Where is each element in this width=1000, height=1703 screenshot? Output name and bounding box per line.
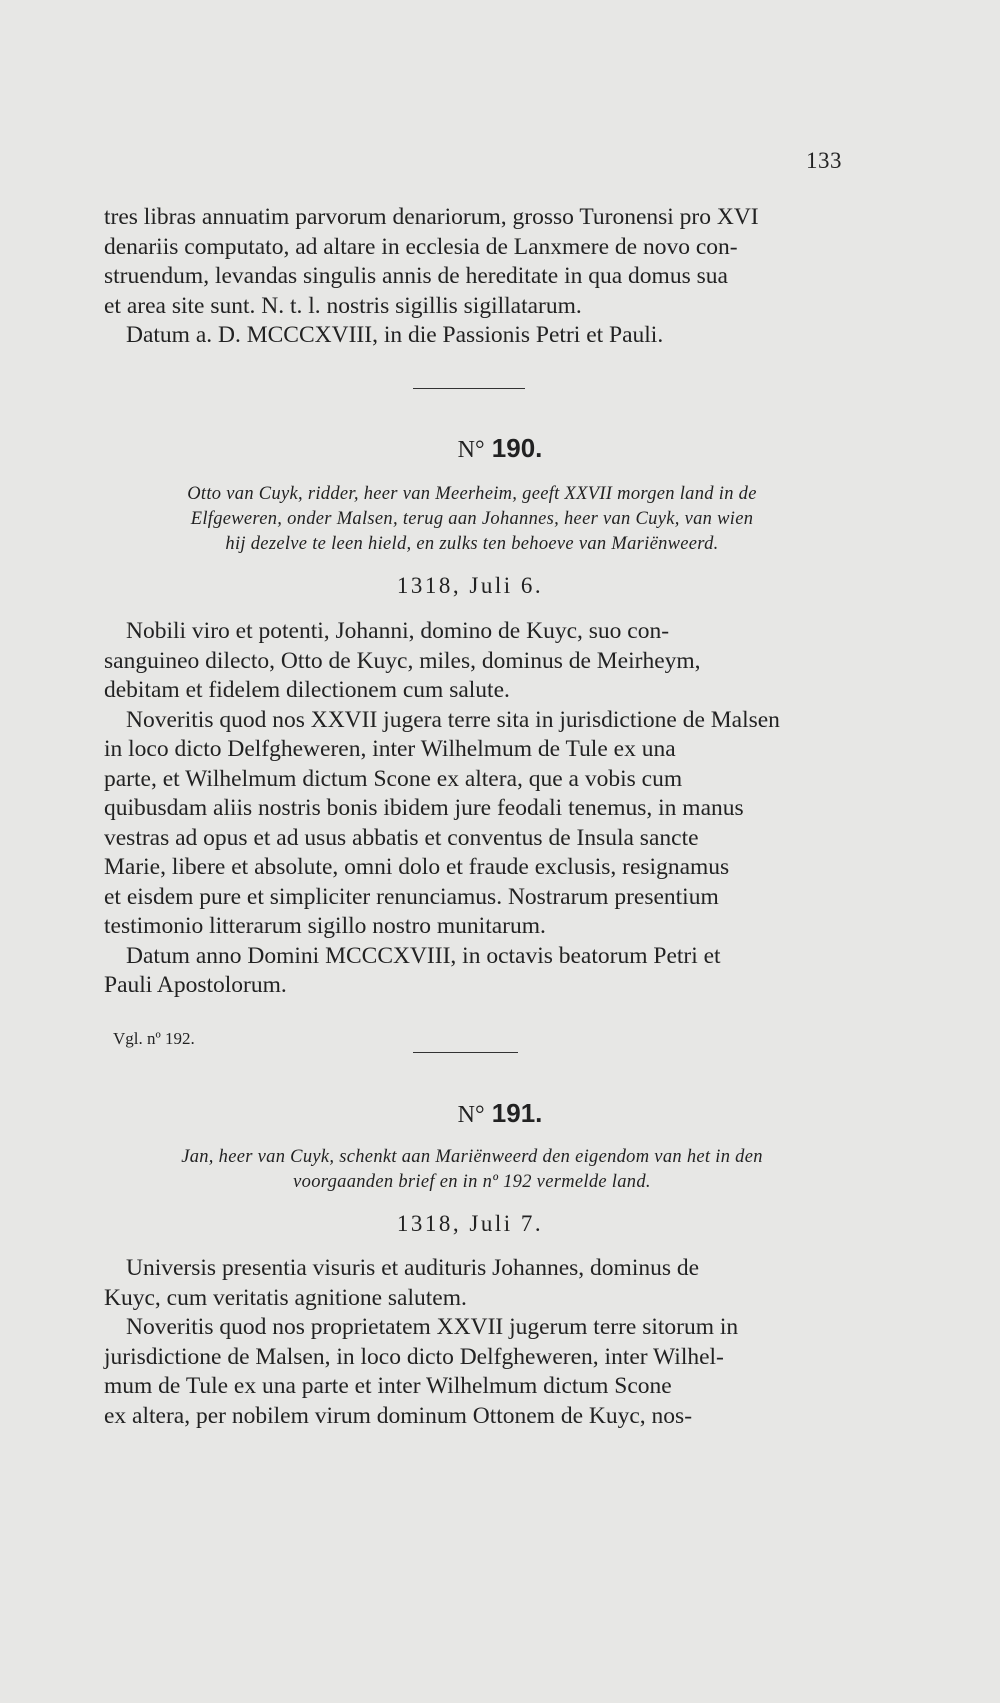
previous-charter-ending: [104, 203, 846, 351]
text-line: et area site sunt. N. t. l. nostris sigillis sigillatarum.: [104, 292, 582, 319]
text-line: struendum, levandas singulis annis de hereditate in qua domus sua: [104, 263, 728, 289]
text-line: Nobili viro et potenti, Johanni, domino de Kuyc, suo con-: [126, 618, 670, 644]
summary-line: Jan, heer van Cuyk, schenkt aan Mariënweerd den eigendom van het in den: [181, 1147, 763, 1167]
text-line: Universis presentia visuris et audituris Johannes, dominus de: [126, 1255, 700, 1281]
text-line: debitam et fidelem dilectionem cum salute.: [104, 677, 510, 703]
text-line: mum de Tule ex una parte et inter Wilhelmum dictum Scone: [104, 1373, 672, 1399]
document-number-190: [0, 433, 1000, 464]
text-line: Noveritis quod nos XXVII jugera terre sita in jurisdictione de Malsen: [126, 706, 780, 733]
text-line: quibusdam aliis nostris bonis ibidem jure feodali tenemus, in manus: [104, 795, 744, 821]
document-body-190: [104, 617, 846, 1001]
text-line: denariis computato, ad altare in ecclesia de Lanxmere de novo con-: [104, 233, 738, 260]
document-date-190: 1318, Juli 6.: [396, 573, 544, 598]
page-number: 133: [806, 148, 842, 173]
text-line: in loco dicto Delfgheweren, inter Wilhelmum de Tule ex una: [104, 736, 676, 762]
document-number-191: [0, 1098, 1000, 1129]
text-line: Kuyc, cum veritatis agnitione salutem.: [104, 1284, 467, 1311]
text-line: Datum a. D. MCCCXVIII, in die Passionis Petri et Pauli.: [126, 322, 664, 348]
text-line: Marie, libere et absolute, omni dolo et fraude exclusis, resignamus: [104, 854, 730, 880]
text-line: et eisdem pure et simpliciter renunciamus. Nostrarum presentium: [104, 883, 719, 910]
number-prefix: N°: [457, 1102, 485, 1128]
summary-line: Otto van Cuyk, ridder, heer van Meerheim, geeft XXVII morgen land in de: [187, 484, 757, 504]
summary-line: Elfgeweren, onder Malsen, terug aan Johannes, heer van Cuyk, van wien: [190, 509, 754, 529]
number-value: 191.: [491, 1098, 543, 1128]
section-divider: [413, 388, 525, 389]
text-line: vestras ad opus et ad usus abbatis et conventus de Insula sancte: [104, 824, 699, 851]
text-line: ex altera, per nobilem virum dominum Ottonem de Kuyc, nos-: [104, 1402, 693, 1429]
summary-line: hij dezelve te leen hield, en zulks ten behoeve van Mariënweerd.: [225, 534, 719, 554]
document-date-191: 1318, Juli 7.: [396, 1211, 544, 1236]
text-line: Pauli Apostolorum.: [104, 972, 287, 998]
number-value: 190.: [491, 433, 543, 463]
text-line: jurisdictione de Malsen, in loco dicto Delfgheweren, inter Wilhel-: [104, 1343, 724, 1370]
number-prefix: N°: [457, 437, 485, 463]
text-line: tres libras annuatim parvorum denariorum, grosso Turonensi pro XVI: [104, 204, 759, 230]
text-line: sanguineo dilecto, Otto de Kuyc, miles, dominus de Meirheym,: [104, 647, 701, 674]
document-body-191: [104, 1254, 846, 1431]
text-line: testimonio litterarum sigillo nostro munitarum.: [104, 913, 546, 939]
text-line: parte, et Wilhelmum dictum Scone ex altera, que a vobis cum: [104, 765, 683, 792]
cross-reference-note: Vgl. nº 192.: [113, 1029, 195, 1048]
text-line: Noveritis quod nos proprietatem XXVII jugerum terre sitorum in: [126, 1314, 739, 1340]
section-divider: [413, 1052, 518, 1053]
document-summary-190: [92, 482, 852, 557]
document-summary-191: [92, 1145, 852, 1195]
summary-line: voorgaanden brief en in nº 192 vermelde land.: [293, 1172, 651, 1192]
text-line: Datum anno Domini MCCCXVIII, in octavis beatorum Petri et: [126, 942, 721, 969]
